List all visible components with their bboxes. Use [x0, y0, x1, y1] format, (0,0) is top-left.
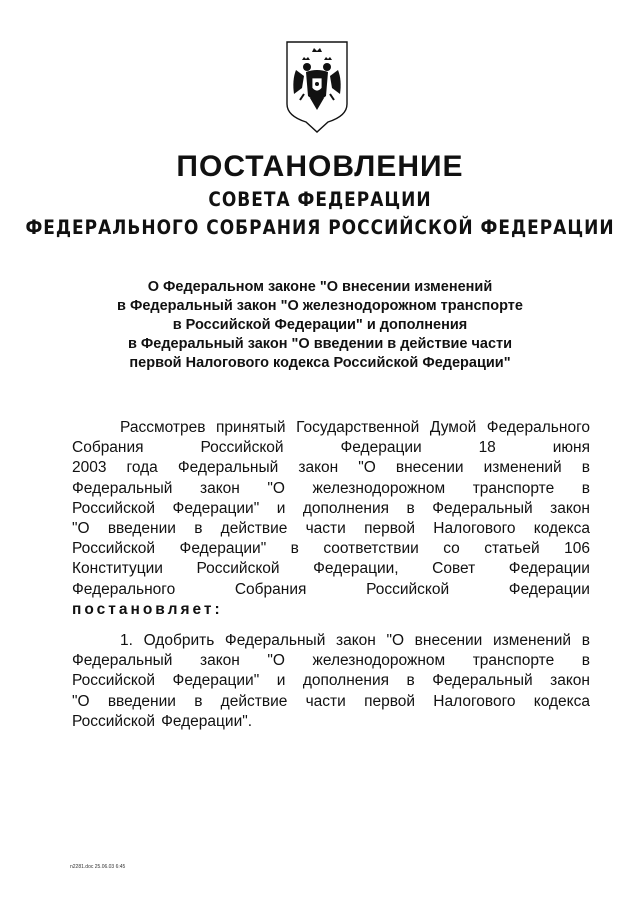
- word: в: [581, 459, 590, 477]
- word: года: [126, 459, 158, 477]
- word: внесении: [414, 632, 483, 649]
- paragraph-line: [72, 519, 590, 539]
- word: Федерации: [508, 560, 590, 578]
- word: Федерации": [172, 499, 260, 517]
- word: Российской: [200, 439, 284, 457]
- word: Налогового: [433, 692, 516, 710]
- word: Федерального: [486, 419, 590, 436]
- word: Российской: [72, 712, 156, 730]
- word: закон: [298, 459, 339, 477]
- word: в: [581, 479, 590, 497]
- word: закон: [550, 672, 590, 690]
- word: и: [276, 672, 286, 690]
- heading-line: первой Налогового кодекса Российской Федерации": [129, 355, 511, 371]
- word: Федерации": [179, 540, 267, 558]
- word: дополнения: [302, 499, 390, 517]
- word: 2003: [72, 459, 107, 477]
- word: Федерации: [340, 439, 422, 457]
- word: соответствии: [323, 540, 419, 558]
- paragraph-line: [72, 458, 590, 478]
- document-subtitle-assembly: ФЕДЕРАЛЬНОГО СОБРАНИЯ РОССИЙСКОЙ ФЕДЕРАЦИИ: [25, 216, 615, 240]
- word: закон: [199, 652, 240, 670]
- word: Собрания: [72, 439, 144, 457]
- word: введении: [107, 692, 176, 710]
- footer-file-info: n2281.doc 25.06.03 6:45: [70, 864, 126, 870]
- paragraph-line: [72, 600, 590, 620]
- word: Федеральный: [177, 459, 279, 477]
- word: Налогового: [433, 520, 516, 538]
- russian-coat-of-arms-icon: [282, 38, 352, 134]
- word: в: [194, 692, 203, 710]
- word: Государственной: [296, 419, 420, 436]
- word: 106: [564, 540, 590, 558]
- word: закон: [550, 499, 590, 517]
- word: постановляет:: [72, 600, 223, 618]
- word: "О: [386, 632, 405, 649]
- word: Федеральный: [432, 672, 533, 690]
- word: "О: [72, 520, 90, 538]
- word: принятый: [216, 419, 286, 436]
- word: первой: [364, 520, 416, 538]
- word: Федерального: [72, 580, 176, 598]
- paragraph-line: [72, 692, 590, 712]
- word: железнодорожном: [312, 479, 446, 497]
- paragraph-line: [72, 712, 590, 732]
- word: части: [305, 692, 346, 710]
- heading-line: в Федеральный закон "О железнодорожном транспорте: [117, 298, 523, 314]
- document-subtitle-council: СОВЕТА ФЕДЕРАЦИИ: [208, 188, 432, 212]
- word: Федеральный: [72, 652, 173, 670]
- word: "О: [72, 692, 90, 710]
- word: действие: [220, 692, 288, 710]
- word: в: [290, 540, 299, 558]
- word: со: [443, 540, 460, 558]
- word: 18: [478, 439, 496, 457]
- word: в: [406, 499, 415, 517]
- paragraph-line: [72, 479, 590, 499]
- paragraph-line: [72, 559, 590, 579]
- paragraph-line: [72, 539, 590, 559]
- paragraph-line: [72, 671, 590, 691]
- word: части: [305, 520, 346, 538]
- document-title: ПОСТАНОВЛЕНИЕ: [176, 150, 464, 183]
- word: Федеральный: [224, 632, 326, 649]
- heading-line: в Федеральный закон "О введении в действие части: [127, 336, 513, 352]
- word: Собрания: [234, 580, 307, 598]
- body-paragraph-1: [72, 418, 590, 620]
- word: транспорте: [472, 479, 555, 497]
- word: Конституции: [72, 560, 163, 578]
- word: в: [194, 520, 203, 538]
- word: Думой: [429, 419, 477, 436]
- word: статьей: [484, 540, 540, 558]
- word: кодекса: [533, 692, 590, 710]
- paragraph-line: [72, 418, 590, 438]
- word: Федеральный: [432, 499, 533, 517]
- word: Российской: [72, 672, 156, 690]
- word: дополнения: [302, 672, 390, 690]
- word: "О: [267, 479, 285, 497]
- word: внесении: [395, 459, 464, 477]
- word: первой: [364, 692, 416, 710]
- word: изменений: [492, 632, 572, 649]
- word: Российской: [72, 499, 156, 517]
- paragraph-line: [72, 631, 590, 651]
- word: Одобрить: [143, 632, 215, 649]
- word: кодекса: [533, 520, 590, 538]
- resolution-heading: [80, 278, 560, 373]
- word: в: [581, 632, 590, 649]
- paragraph-line: [72, 499, 590, 519]
- word: июня: [552, 439, 590, 457]
- word: Федеральный: [72, 479, 173, 497]
- word: в: [406, 672, 415, 690]
- word: изменений: [483, 459, 562, 477]
- word: Российской: [72, 540, 156, 558]
- word: Федерации: [508, 580, 590, 598]
- word: действие: [220, 520, 288, 538]
- word: закон: [199, 479, 240, 497]
- heading-line: в Российской Федерации" и дополнения: [172, 317, 468, 333]
- paragraph-line: [72, 580, 590, 600]
- word: закон: [335, 632, 376, 649]
- word: и: [276, 499, 286, 517]
- word: Совет: [432, 560, 476, 578]
- paragraph-line: [72, 438, 590, 458]
- word: Рассмотрев: [120, 419, 206, 436]
- word: Федерации,: [313, 560, 399, 578]
- word: введении: [107, 520, 176, 538]
- word: Российской: [366, 580, 450, 598]
- word: Федерации": [172, 672, 260, 690]
- paragraph-line: [72, 651, 590, 671]
- word: "О: [267, 652, 285, 670]
- heading-line: О Федеральном законе "О внесении изменений: [147, 279, 493, 295]
- word: Федерации".: [161, 712, 253, 730]
- word: транспорте: [472, 652, 555, 670]
- word: в: [581, 652, 590, 670]
- word: Российской: [196, 560, 280, 578]
- word: "О: [358, 459, 376, 477]
- word: железнодорожном: [312, 652, 446, 670]
- body-paragraph-2: [72, 631, 590, 732]
- word: 1.: [120, 632, 133, 649]
